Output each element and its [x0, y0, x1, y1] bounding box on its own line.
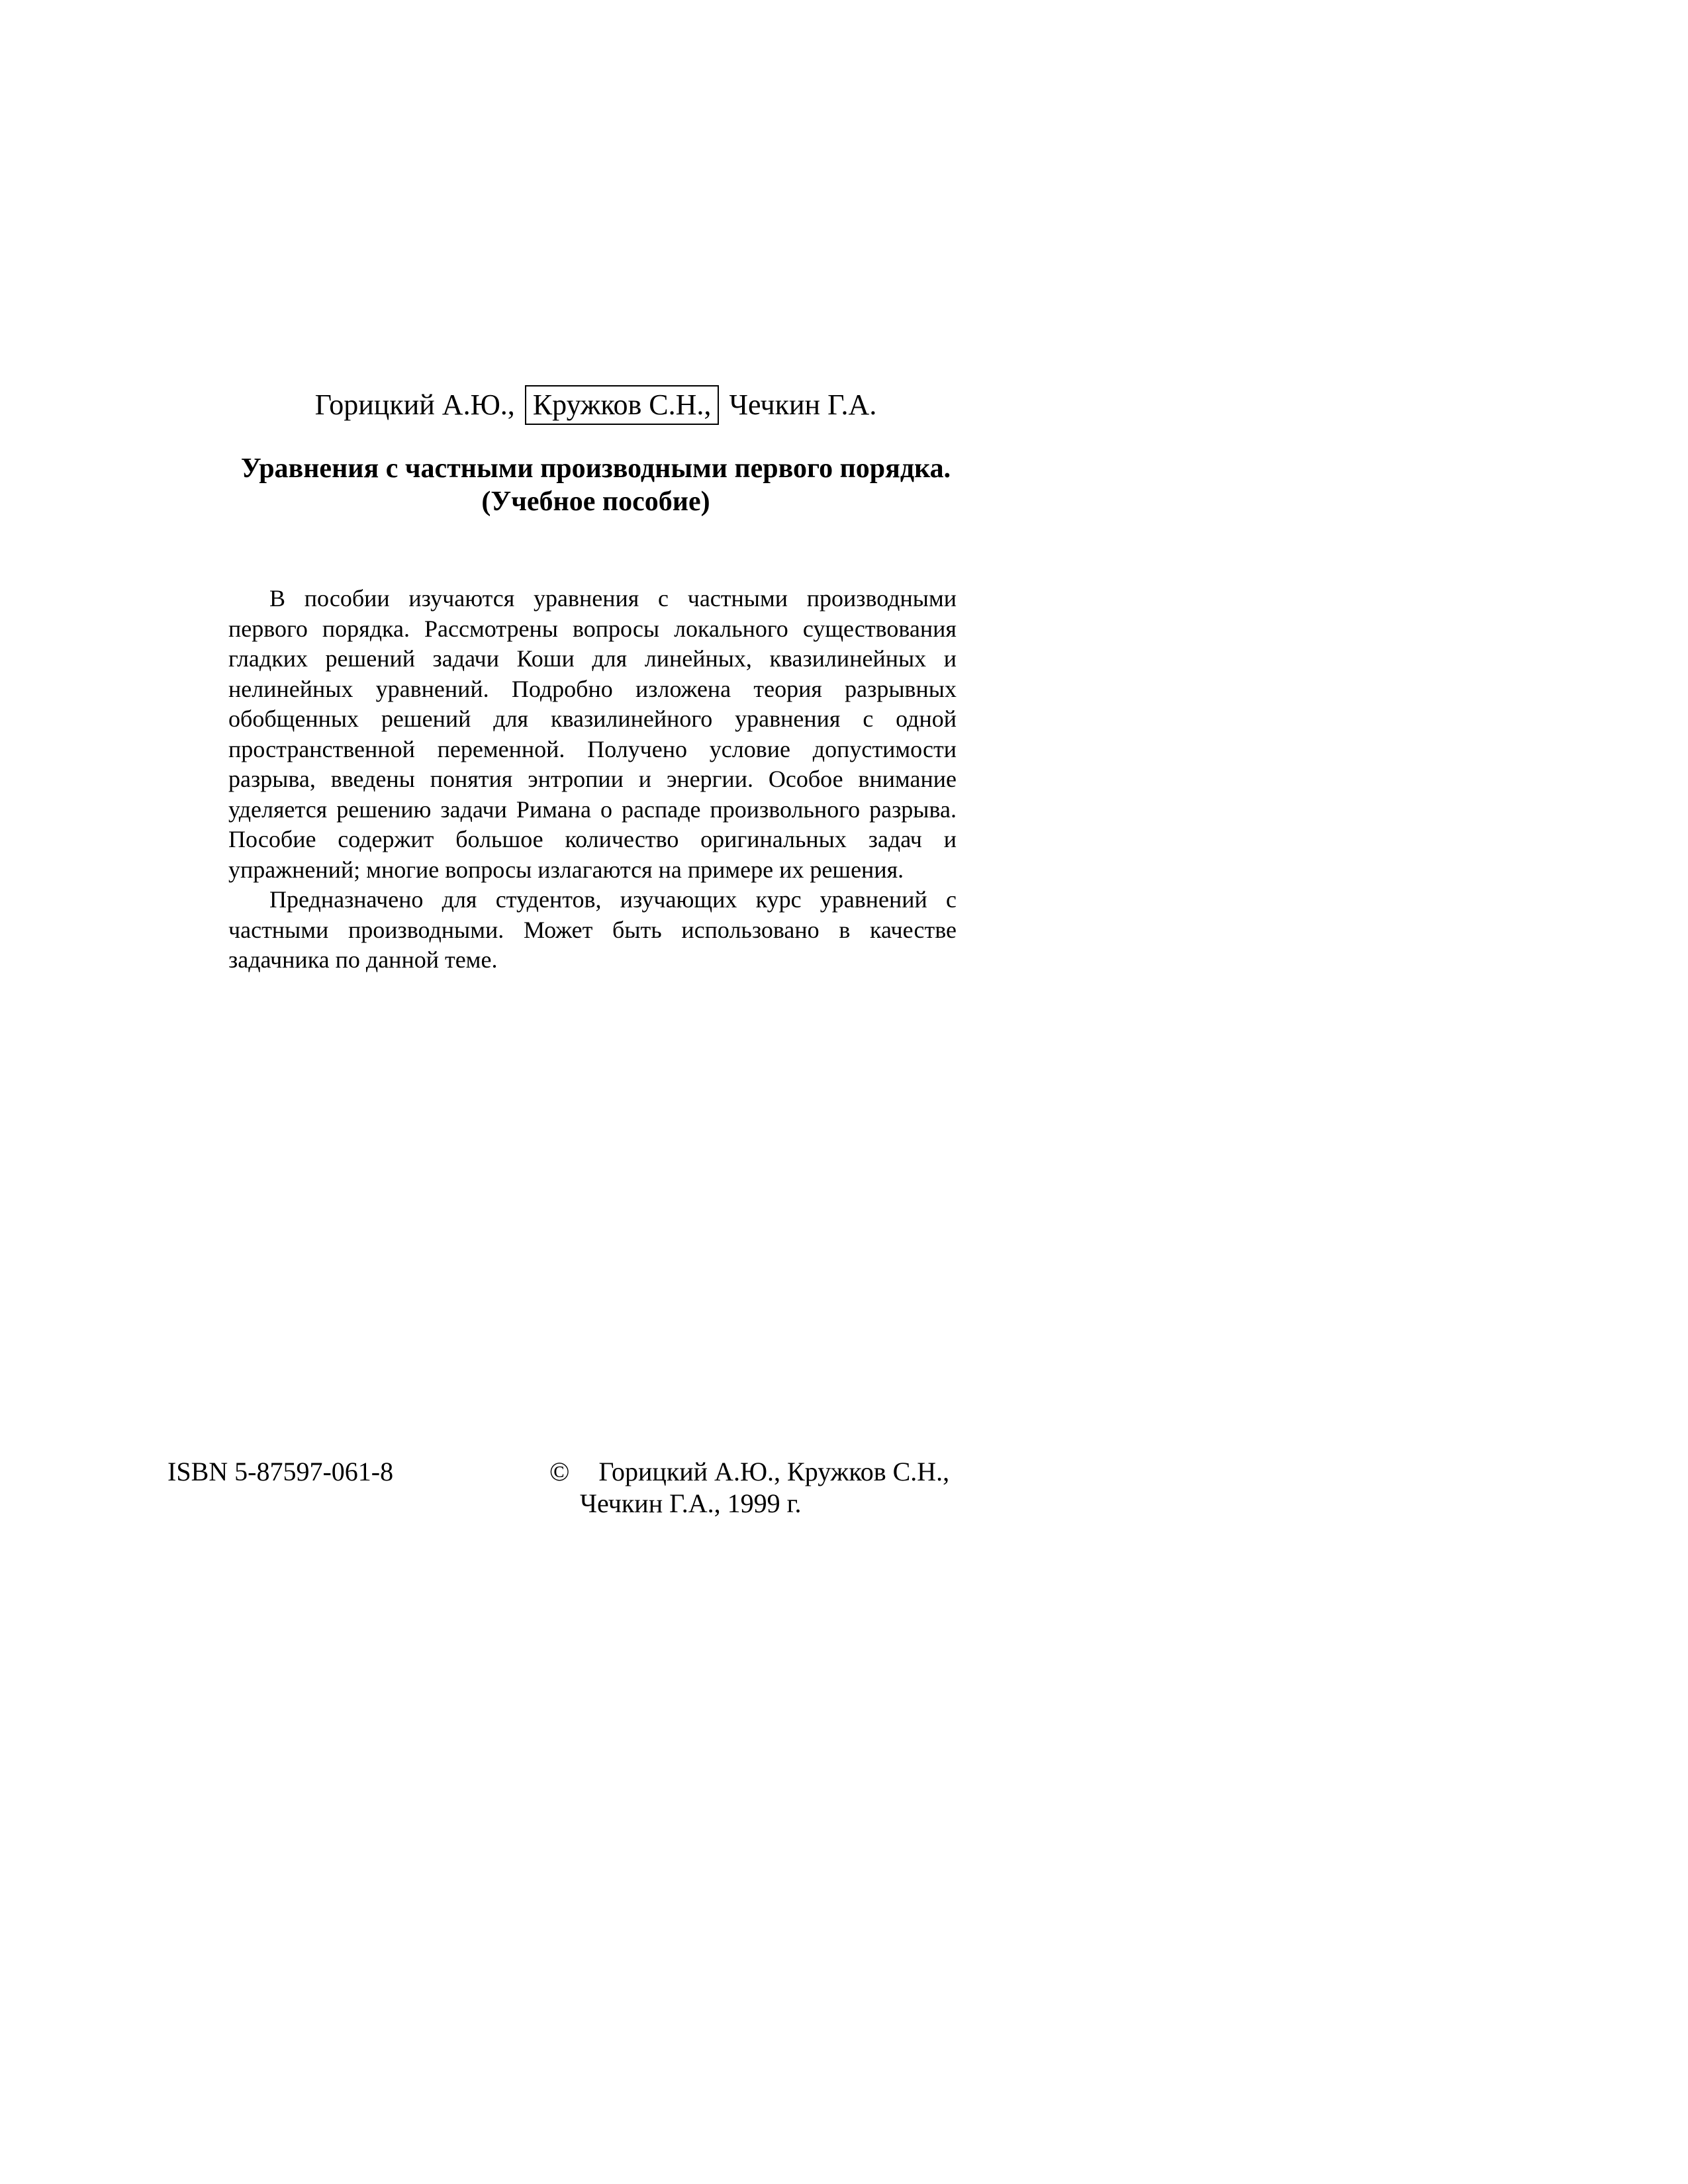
copyright-line-1: Горицкий А.Ю., Кружков С.Н.,: [598, 1457, 950, 1486]
authors-line: [165, 385, 1026, 425]
abstract-paragraph-2: Предназначено для студентов, изучающих курс уравнений с частными производными. Может быть использовано в качестве задачника по данной теме.: [228, 886, 957, 973]
abstract: [228, 584, 957, 976]
title-line-2: (Учебное пособие): [481, 486, 710, 517]
isbn: ISBN 5-87597-061-8: [167, 1457, 394, 1486]
author-chechkin: Чечкин Г.А.: [729, 388, 877, 421]
copyright-line-2: Чечкин Г.А., 1999 г.: [580, 1488, 802, 1518]
title-line-1: Уравнения с частными производными первого порядка.: [240, 453, 951, 484]
book-title: [132, 452, 1059, 518]
abstract-paragraph-1: В пособии изучаются уравнения с частными производными первого порядка. Рассмотрены вопросы локального существования гладких решений задачи Коши для линейных, квазилинейных и нелинейных уравнений. Подробно изложена теория разрывных обобщенных решений для квазилинейного уравнения с одной пространственной переменной. Получено условие допустимости разрыва, введены понятия энтропии и энергии. Особое внимание уделяется решению задачи Римана о распаде произвольного разрыва. Пособие содержит большое количество оригинальных задач и упражнений; многие вопросы излагаются на примере их решения.: [228, 585, 957, 883]
copyright-block: [549, 1456, 1053, 1520]
copyright-icon: ©: [549, 1457, 570, 1486]
author-gorickiy: Горицкий А.Ю.,: [314, 388, 515, 421]
author-kruzhkov-boxed: Кружков С.Н.,: [525, 385, 720, 425]
